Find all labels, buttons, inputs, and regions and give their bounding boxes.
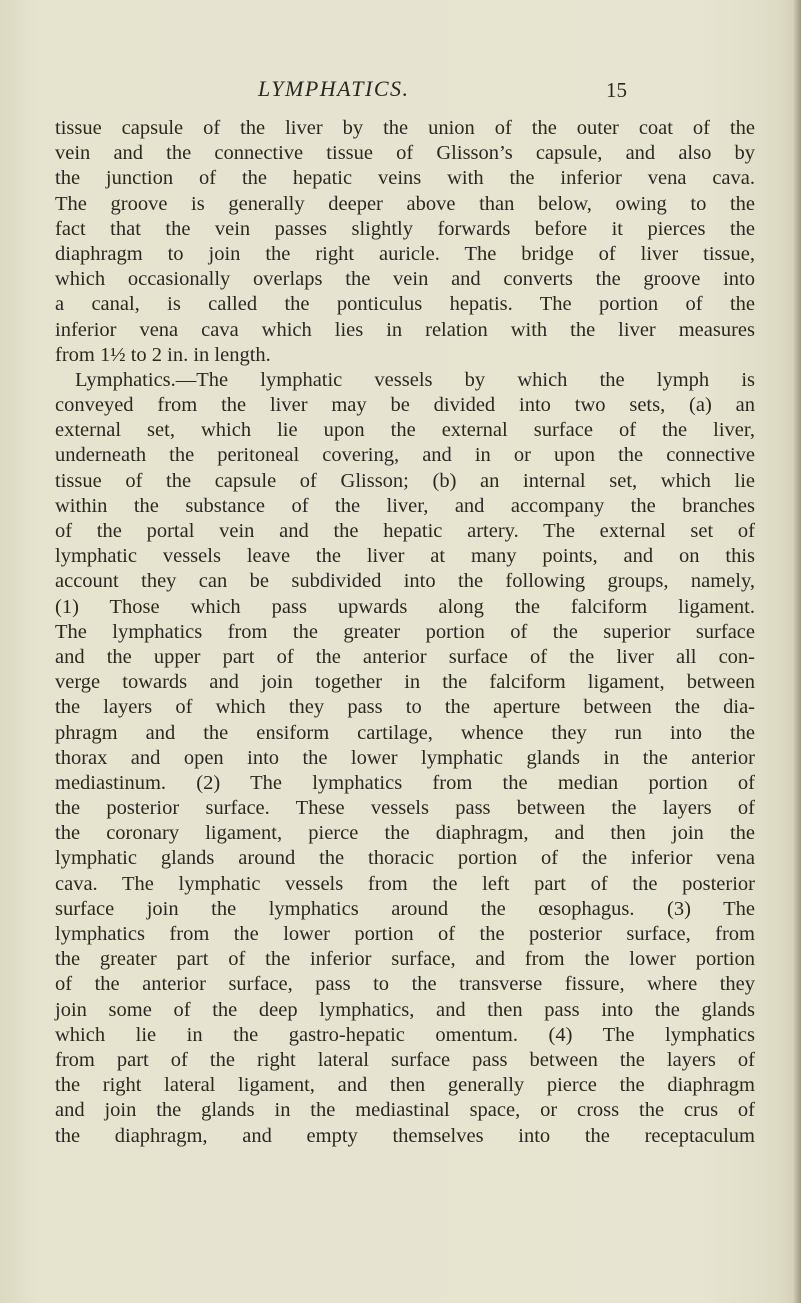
text-line: the coronary ligament, pierce the diaphragm, and then join the bbox=[55, 822, 755, 845]
text-line: the greater part of the inferior surface, and from the lower portion bbox=[55, 948, 755, 971]
text-line: external set, which lie upon the external surface of the liver, bbox=[55, 419, 755, 442]
text-line: lymphatic glands around the thoracic portion of the inferior vena bbox=[55, 847, 755, 870]
text-line: diaphragm to join the right auricle. The bridge of liver tissue, bbox=[55, 242, 755, 265]
page-edge-shadow bbox=[793, 0, 801, 1303]
text-line: (1) Those which pass upwards along the falciform ligament. bbox=[55, 595, 755, 618]
text-line: account they can be subdivided into the following groups, namely, bbox=[55, 570, 755, 593]
text-line: the right lateral ligament, and then generally pierce the diaphragm bbox=[55, 1074, 755, 1097]
text-line: the posterior surface. These vessels pass between the layers of bbox=[55, 797, 755, 820]
text-line: lymphatic vessels leave the liver at many points, and on this bbox=[55, 545, 755, 568]
text-line: phragm and the ensiform cartilage, whence they run into the bbox=[55, 721, 755, 744]
text-line: and join the glands in the mediastinal space, or cross the crus of bbox=[55, 1099, 755, 1122]
text-line: cava. The lymphatic vessels from the left part of the posterior bbox=[55, 872, 755, 895]
text-line: a canal, is called the ponticulus hepatis. The portion of the bbox=[55, 293, 755, 316]
text-line: Lymphatics.—The lymphatic vessels by which the lymph is bbox=[75, 368, 755, 391]
body-text bbox=[55, 116, 755, 1149]
text-line: within the substance of the liver, and accompany the branches bbox=[55, 494, 755, 517]
text-line: of the portal vein and the hepatic artery. The external set of bbox=[55, 520, 755, 542]
text-line: of the anterior surface, pass to the transverse fissure, where they bbox=[55, 973, 755, 996]
text-line: from 1½ to 2 in. in length. bbox=[55, 343, 271, 366]
running-title: LYMPHATICS. bbox=[258, 76, 410, 101]
text-line: which lie in the gastro-hepatic omentum. (4) The lymphatics bbox=[55, 1023, 755, 1046]
running-head bbox=[0, 74, 801, 108]
text-line: underneath the peritoneal covering, and in or upon the connective bbox=[55, 444, 755, 467]
text-line: surface join the lymphatics around the œsophagus. (3) The bbox=[55, 897, 755, 920]
text-line: vein and the connective tissue of Glisson’s capsule, and also by bbox=[55, 142, 755, 165]
text-line: and the upper part of the anterior surface of the liver all con- bbox=[55, 645, 755, 668]
text-line: mediastinum. (2) The lymphatics from the median portion of bbox=[55, 771, 755, 794]
text-line: the diaphragm, and empty themselves into the receptaculum bbox=[55, 1124, 755, 1147]
text-line: conveyed from the liver may be divided into two sets, (a) an bbox=[55, 394, 755, 417]
text-line: tissue of the capsule of Glisson; (b) an internal set, which lie bbox=[55, 469, 755, 492]
page-number: 15 bbox=[606, 78, 627, 102]
text-line: thorax and open into the lower lymphatic glands in the anterior bbox=[55, 746, 755, 769]
text-line: The lymphatics from the greater portion of the superior surface bbox=[55, 620, 755, 643]
text-line: the layers of which they pass to the aperture between the dia- bbox=[55, 696, 755, 719]
text-line: the junction of the hepatic veins with the inferior vena cava. bbox=[55, 167, 755, 190]
text-line: lymphatics from the lower portion of the posterior surface, from bbox=[55, 923, 755, 945]
text-line: fact that the vein passes slightly forwards before it pierces the bbox=[55, 217, 755, 240]
text-line: from part of the right lateral surface pass between the layers of bbox=[55, 1048, 755, 1071]
text-line: which occasionally overlaps the vein and converts the groove into bbox=[55, 268, 755, 291]
text-line: verge towards and join together in the falciform ligament, between bbox=[55, 671, 755, 694]
text-line: tissue capsule of the liver by the union of the outer coat of the bbox=[55, 117, 755, 139]
text-line: inferior vena cava which lies in relation with the liver measures bbox=[55, 318, 755, 341]
text-line: The groove is generally deeper above than below, owing to the bbox=[55, 192, 755, 215]
text-line: join some of the deep lymphatics, and then pass into the glands bbox=[55, 998, 755, 1021]
